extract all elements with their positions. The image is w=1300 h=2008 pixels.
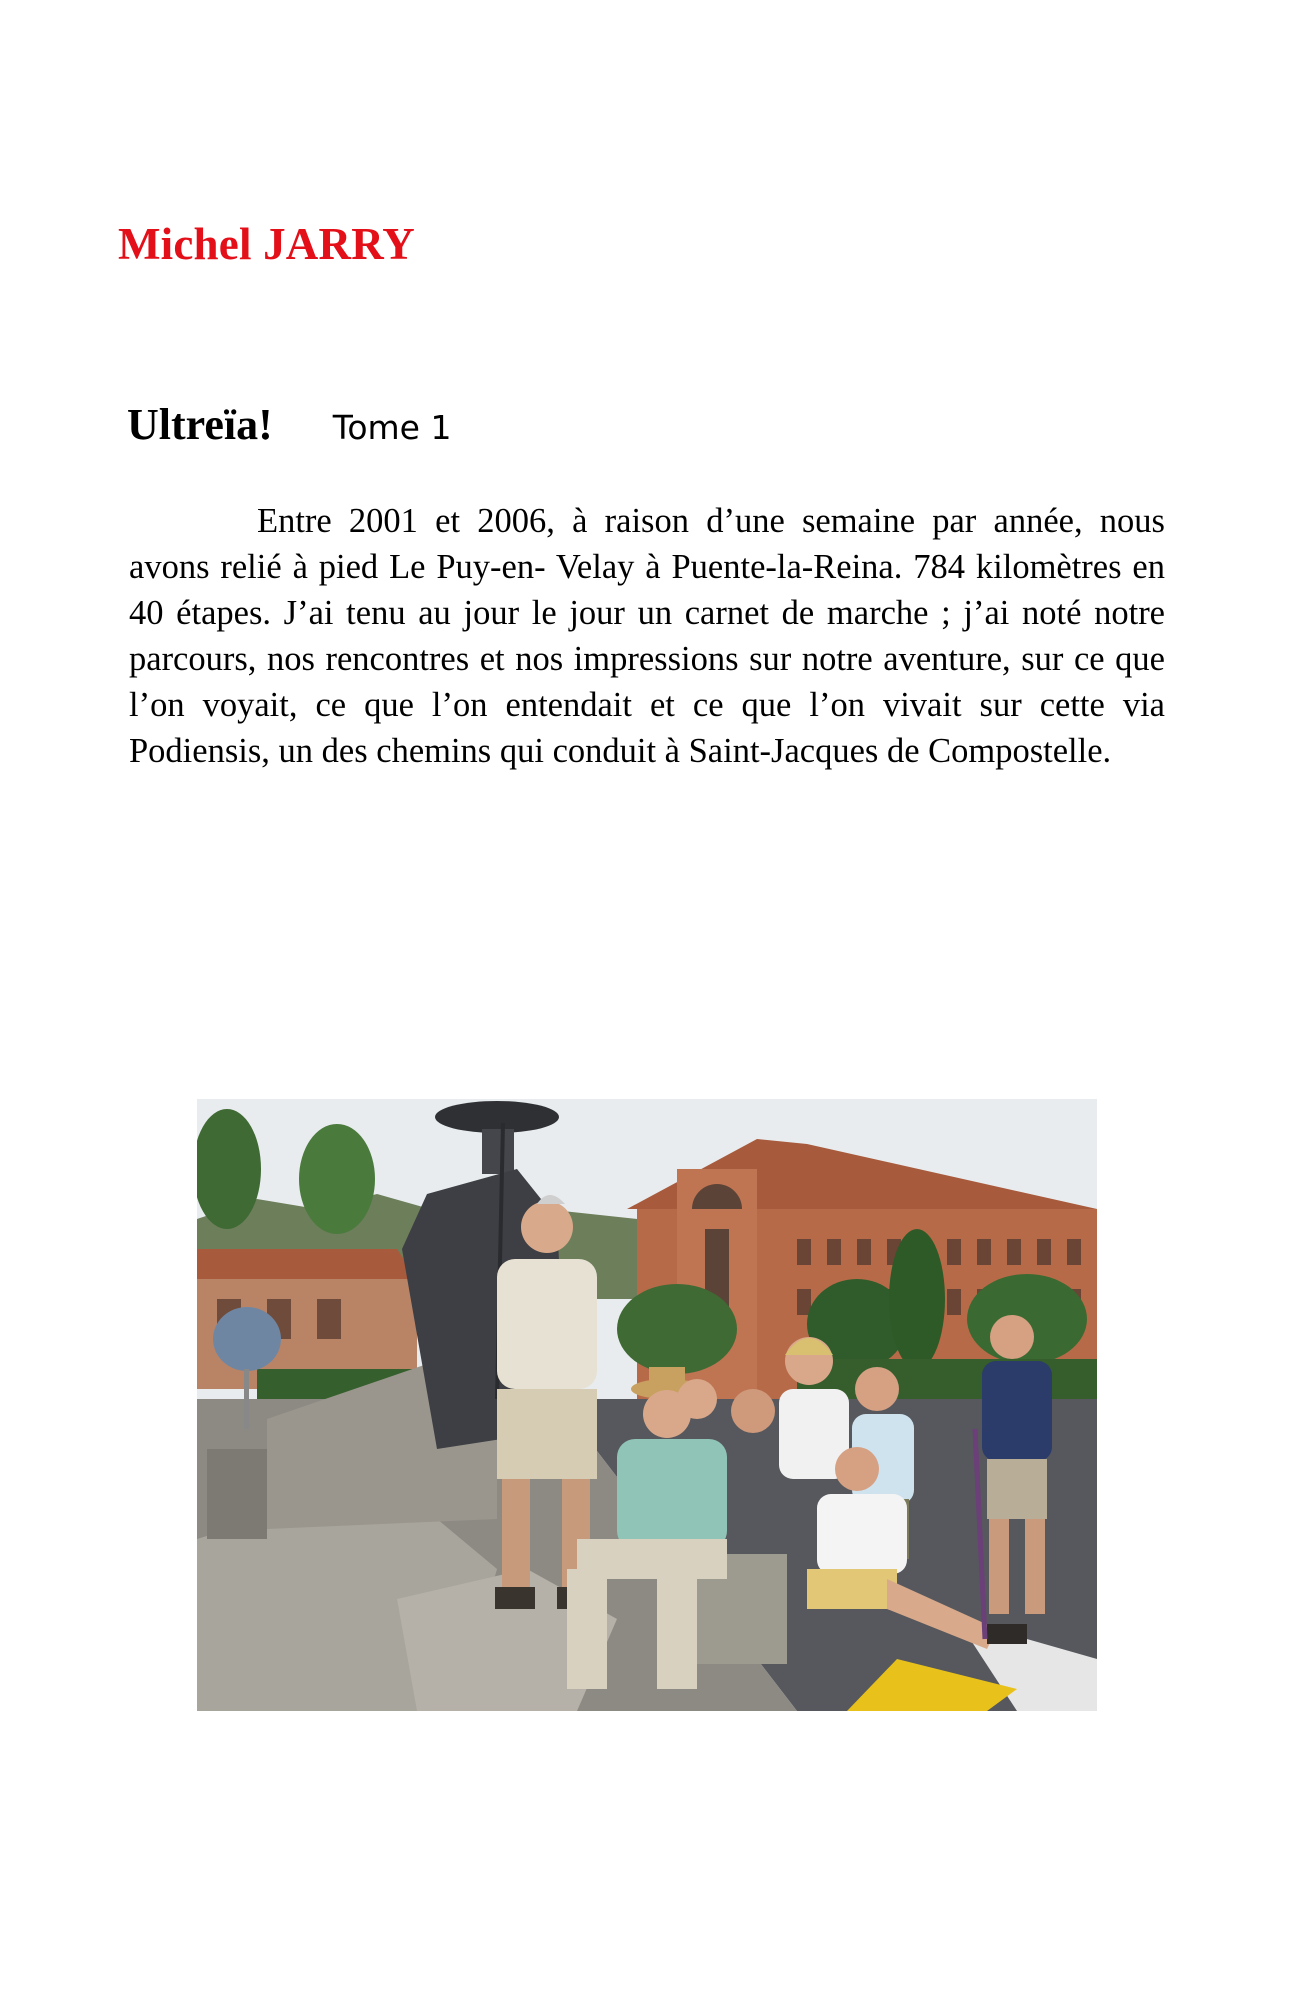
summary-paragraph: Entre 2001 et 2006, à raison d’une semaine par année, nous avons relié à pied Le Puy-en- Velay à Puente-la-Reina. 784 kilomètres en 40 étapes. J’ai tenu au jour le jour un carnet de marche ; j’ai noté notre parcours, nos rencontres et nos impressions sur notre aventure, sur ce que l’on voyait, ce que l’on entendait et ce que l’on vivait sur cette via Podiensis, un des chemins qui conduit à Saint-Jacques de Compostelle.: [129, 502, 1165, 770]
author-name: Michel JARRY: [118, 219, 416, 269]
volume-label: Tome 1: [332, 408, 452, 447]
title-row: [127, 400, 452, 449]
group-photo: [197, 1099, 1097, 1711]
book-title: Ultreïa!: [127, 400, 273, 449]
